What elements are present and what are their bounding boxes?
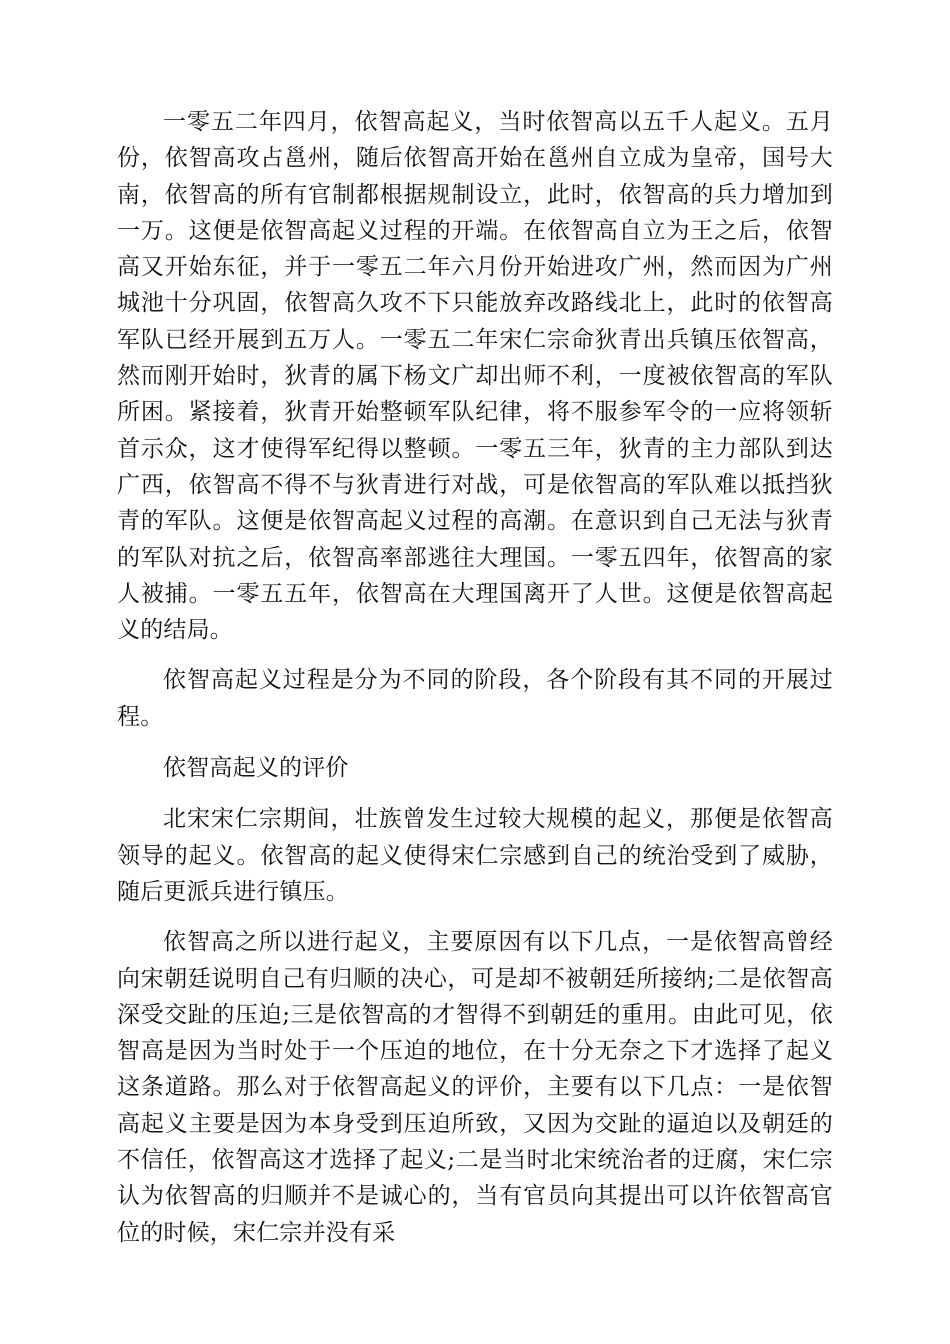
paragraph-evaluation-reasons: 依智高之所以进行起义，主要原因有以下几点，一是依智高曾经向宋朝廷说明自己有归顺的决心，可是却不被朝廷所接纳;二是依智高深受交趾的压迫;三是依智高的才智得不到朝廷的重用。由此可见，依智高是因为当时处于一个压迫的地位，在十分无奈之下才选择了起义这条道路。那么对于依智高起义的评价，主要有以下几点：一是依智高起义主要是因为本身受到压迫所致，又因为交趾的逼迫以及朝廷的不信任，依智高这才选择了起义;二是当时北宋统治者的迂腐，宋仁宗认为依智高的归顺并不是诚心的，当有官员向其提出可以许依智高官位的时候，宋仁宗并没有采 xyxy=(117,929,833,1246)
document-page xyxy=(117,104,833,1251)
section-heading-evaluation: 依智高起义的评价 xyxy=(163,755,349,782)
paragraph-uprising-process: 一零五二年四月，依智高起义，当时依智高以五千人起义。五月份，依智高攻占邕州，随后依智高开始在邕州自立成为皇帝，国号大南，依智高的所有官制都根据规制设立，此时，依智高的兵力增加到一万。这便是依智高起义过程的开端。在依智高自立为王之后，依智高又开始东征，并于一零五二年六月份开始进攻广州，然而因为广州城池十分巩固，依智高久攻不下只能放弃改路线北上，此时的依智高军队已经开展到五万人。一零五二年宋仁宗命狄青出兵镇压依智高，然而刚开始时，狄青的属下杨文广却出师不利，一度被依智高的军队所困。紧接着，狄青开始整顿军队纪律，将不服参军令的一应将领斩首示众，这才使得军纪得以整顿。一零五三年，狄青的主力部队到达广西，依智高不得不与狄青进行对战，可是依智高的军队难以抵挡狄青的军队。这便是依智高起义过程的高潮。在意识到自己无法与狄青的军队对抗之后，依智高率部逃往大理国。一零五四年，依智高的家人被捕。一零五五年，依智高在大理国离开了人世。这便是依智高起义的结局。 xyxy=(117,109,833,644)
paragraph-stages-summary: 依智高起义过程是分为不同的阶段，各个阶段有其不同的开展过程。 xyxy=(117,667,833,730)
paragraph-evaluation-intro: 北宋宋仁宗期间，壮族曾发生过较大规模的起义，那便是依智高领导的起义。依智高的起义使得宋仁宗感到自己的统治受到了威胁，随后更派兵进行镇压。 xyxy=(117,806,833,905)
